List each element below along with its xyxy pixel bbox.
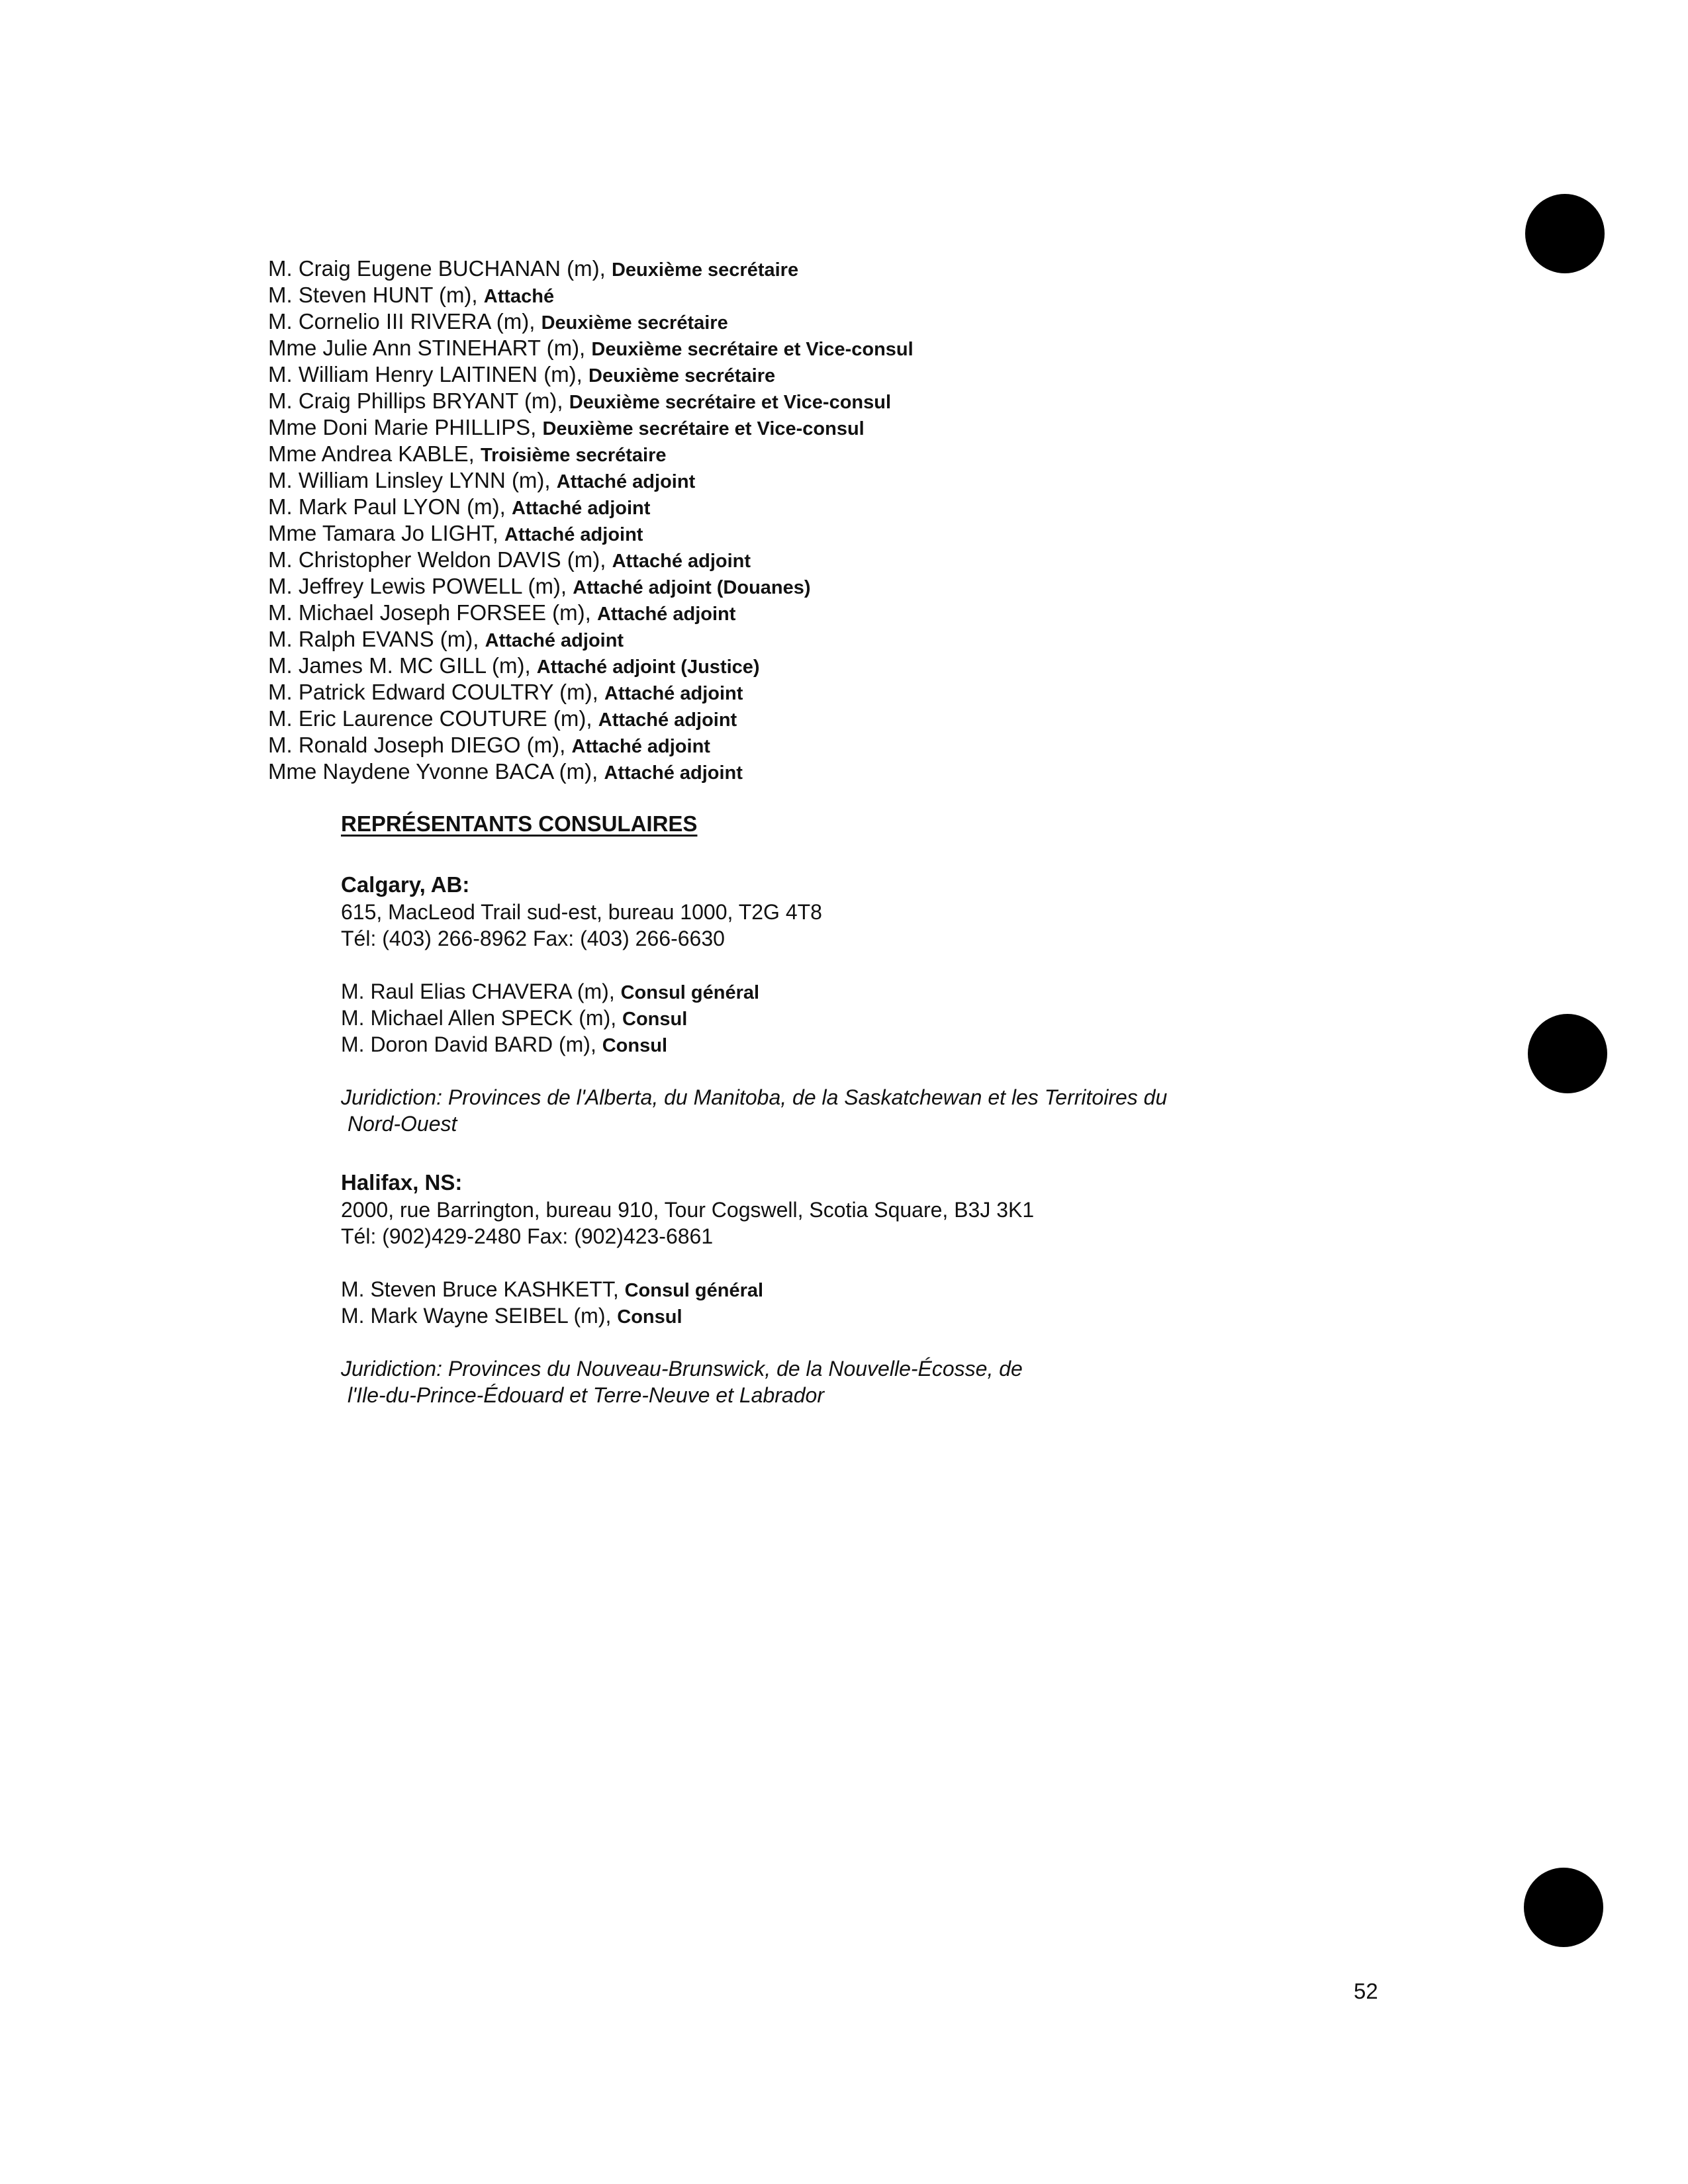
staff-row	[268, 255, 1393, 282]
staff-row	[268, 414, 1393, 441]
office-person	[341, 1302, 1301, 1329]
page-number: 52	[1354, 1979, 1378, 2003]
office-people	[341, 978, 1301, 1058]
staff-row	[268, 705, 1393, 732]
staff-name: M. William Henry LAITINEN (m),	[268, 362, 589, 387]
staff-row	[268, 573, 1393, 600]
staff-row	[268, 758, 1393, 785]
staff-row	[268, 388, 1393, 414]
jurisdiction-line: Juridiction: Provinces du Nouveau-Brunswick, de la Nouvelle-Écosse, de	[341, 1357, 1023, 1381]
office-jurisdiction	[341, 1084, 1301, 1137]
staff-name: M. Jeffrey Lewis POWELL (m),	[268, 574, 573, 598]
punch-hole-top	[1525, 194, 1605, 273]
staff-title: Attaché	[483, 286, 555, 307]
staff-row	[268, 520, 1393, 547]
jurisdiction-line: Juridiction: Provinces de l'Alberta, du Manitoba, de la Saskatchewan et les Territoires du	[341, 1085, 1168, 1109]
staff-name: Mme Tamara Jo LIGHT,	[268, 521, 504, 545]
staff-row	[268, 547, 1393, 573]
jurisdiction-line: Nord-Ouest	[348, 1112, 457, 1136]
person-title: Consul général	[624, 1280, 764, 1301]
jurisdiction-line: l'Ile-du-Prince-Édouard et Terre-Neuve et Labrador	[348, 1383, 824, 1407]
punch-hole-middle	[1528, 1014, 1607, 1093]
staff-name: M. Craig Phillips BRYANT (m),	[268, 388, 569, 413]
person-title: Consul	[602, 1035, 668, 1056]
staff-row	[268, 494, 1393, 520]
staff-row	[268, 308, 1393, 335]
staff-name: M. Steven HUNT (m),	[268, 283, 484, 307]
staff-title: Attaché adjoint	[485, 630, 624, 651]
staff-title: Attaché adjoint	[511, 498, 651, 519]
office-person	[341, 1031, 1301, 1058]
section-heading: REPRÉSENTANTS CONSULAIRES	[341, 811, 698, 836]
office-person	[341, 1005, 1301, 1031]
staff-name: M. Patrick Edward COULTRY (m),	[268, 680, 604, 704]
staff-title: Deuxième secrétaire	[588, 365, 776, 387]
staff-title: Troisième secrétaire	[481, 445, 667, 466]
staff-name: Mme Doni Marie PHILLIPS,	[268, 415, 543, 439]
office-halifax	[341, 1169, 1301, 1408]
staff-row	[268, 732, 1393, 758]
staff-row	[268, 282, 1393, 308]
person-name: M. Doron David BARD (m),	[341, 1032, 602, 1056]
staff-name: M. Cornelio III RIVERA (m),	[268, 309, 541, 334]
office-phone: Tél: (902)429-2480 Fax: (902)423-6861	[341, 1224, 714, 1248]
staff-title: Attaché adjoint (Justice)	[536, 657, 760, 678]
person-name: M. Mark Wayne SEIBEL (m),	[341, 1304, 618, 1328]
person-title: Consul	[617, 1306, 682, 1328]
staff-name: M. William Linsley LYNN (m),	[268, 468, 557, 492]
office-city: Halifax, NS:	[341, 1170, 463, 1195]
office-city: Calgary, AB:	[341, 872, 470, 897]
staff-list	[268, 255, 1393, 785]
staff-title: Attaché adjoint	[604, 762, 743, 784]
staff-title: Attaché adjoint	[504, 524, 643, 545]
staff-name: M. Craig Eugene BUCHANAN (m),	[268, 256, 612, 281]
person-name: M. Steven Bruce KASHKETT,	[341, 1277, 625, 1301]
office-person	[341, 978, 1301, 1005]
person-title: Consul	[622, 1009, 688, 1030]
punch-hole-bottom	[1524, 1868, 1603, 1947]
staff-row	[268, 441, 1393, 467]
person-title: Consul général	[620, 982, 760, 1003]
staff-row	[268, 626, 1393, 653]
staff-name: M. Christopher Weldon DAVIS (m),	[268, 547, 612, 572]
staff-name: Mme Naydene Yvonne BACA (m),	[268, 759, 604, 784]
staff-title: Deuxième secrétaire et Vice-consul	[569, 392, 892, 413]
staff-name: M. Mark Paul LYON (m),	[268, 494, 512, 519]
staff-row	[268, 361, 1393, 388]
office-person	[341, 1276, 1301, 1302]
staff-row	[268, 600, 1393, 626]
staff-title: Deuxième secrétaire et Vice-consul	[591, 339, 914, 360]
staff-title: Attaché adjoint	[571, 736, 710, 757]
staff-row	[268, 653, 1393, 679]
staff-title: Deuxième secrétaire	[541, 312, 728, 334]
staff-title: Attaché adjoint	[598, 709, 737, 731]
staff-title: Attaché adjoint	[604, 683, 743, 704]
staff-name: M. Ralph EVANS (m),	[268, 627, 485, 651]
office-calgary	[341, 871, 1301, 1137]
staff-row	[268, 467, 1393, 494]
person-name: M. Raul Elias CHAVERA (m),	[341, 979, 621, 1003]
office-address: 615, MacLeod Trail sud-est, bureau 1000, T2G 4T8	[341, 900, 822, 924]
office-people	[341, 1276, 1301, 1329]
staff-name: Mme Andrea KABLE,	[268, 441, 481, 466]
staff-name: Mme Julie Ann STINEHART (m),	[268, 336, 592, 360]
office-address: 2000, rue Barrington, bureau 910, Tour Cogswell, Scotia Square, B3J 3K1	[341, 1198, 1035, 1222]
person-name: M. Michael Allen SPECK (m),	[341, 1006, 622, 1030]
staff-title: Deuxième secrétaire et Vice-consul	[542, 418, 865, 439]
staff-name: M. Michael Joseph FORSEE (m),	[268, 600, 597, 625]
office-jurisdiction	[341, 1355, 1301, 1408]
staff-name: M. Eric Laurence COUTURE (m),	[268, 706, 598, 731]
staff-title: Attaché adjoint (Douanes)	[573, 577, 811, 598]
office-phone: Tél: (403) 266-8962 Fax: (403) 266-6630	[341, 927, 725, 950]
staff-row	[268, 335, 1393, 361]
staff-row	[268, 679, 1393, 705]
staff-title: Deuxième secrétaire	[611, 259, 799, 281]
staff-title: Attaché adjoint	[556, 471, 696, 492]
staff-name: M. James M. MC GILL (m),	[268, 653, 537, 678]
staff-title: Attaché adjoint	[612, 551, 751, 572]
staff-name: M. Ronald Joseph DIEGO (m),	[268, 733, 572, 757]
staff-title: Attaché adjoint	[596, 604, 736, 625]
